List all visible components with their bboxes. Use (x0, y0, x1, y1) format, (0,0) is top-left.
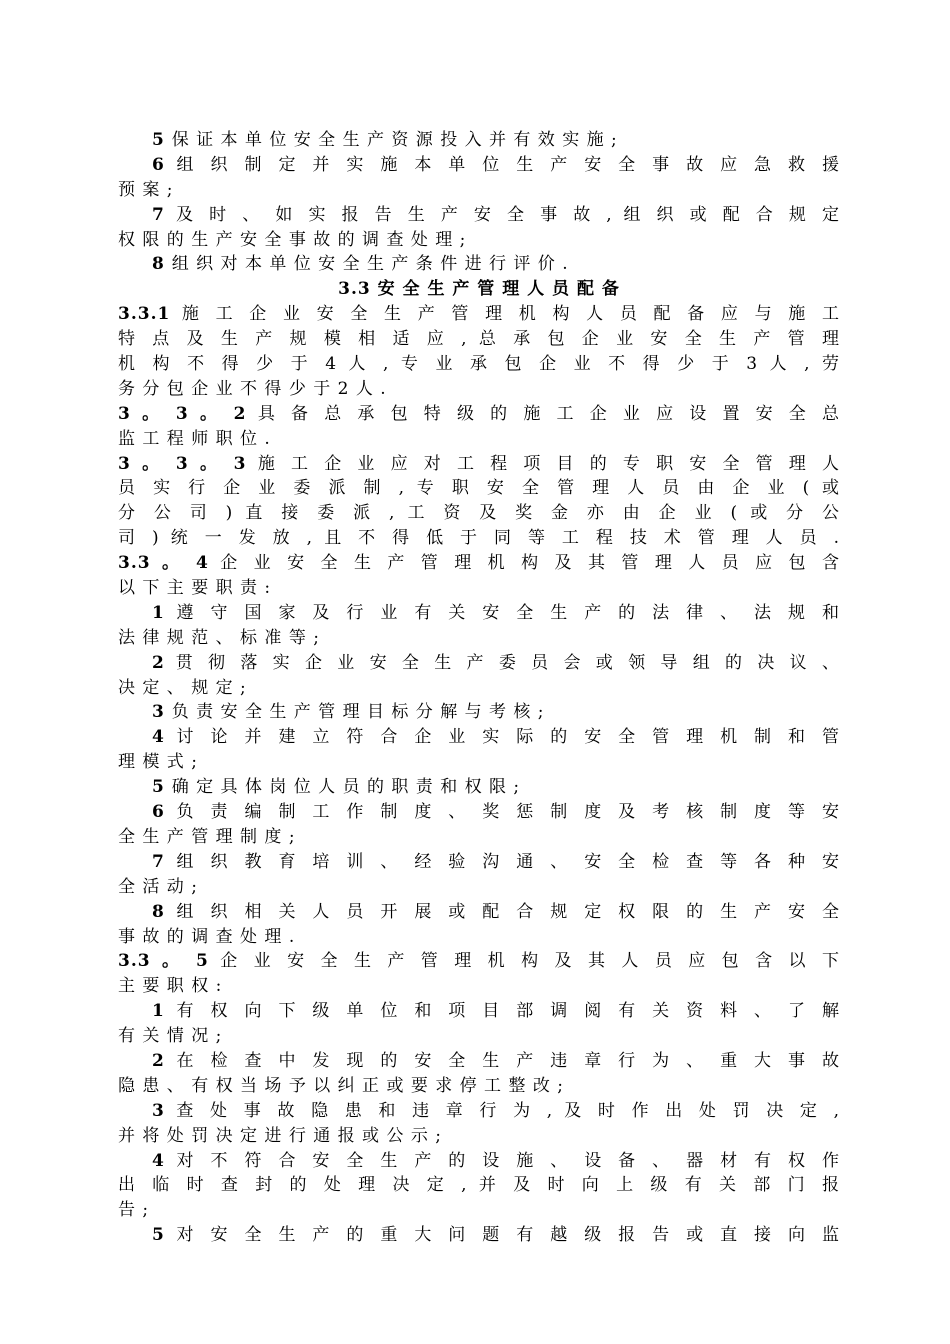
paragraph-line (118, 153, 840, 178)
line-text: 权 限 的 生 产 安 全 事 故 的 调 查 处 理 ; (118, 229, 467, 250)
paragraph-line (118, 526, 840, 551)
line-text: 施 工 企 业 应 对 工 程 项 目 的 专 职 安 全 管 理 人 (257, 453, 840, 474)
paragraph-line (118, 327, 840, 352)
paragraph-line (118, 352, 840, 377)
line-text: 遵 守 国 家 及 行 业 有 关 安 全 生 产 的 法 律 、 法 规 和 (176, 602, 840, 623)
paragraph-line (118, 850, 840, 875)
paragraph-line (118, 651, 840, 676)
line-text: 理 模 式 ; (118, 752, 198, 773)
paragraph-line (118, 725, 840, 750)
line-text: 出 临 时 查 封 的 处 理 决 定 , 并 及 时 向 上 级 有 关 部 门 报 (118, 1175, 840, 1196)
line-text: 以 下 主 要 职 责 : (118, 578, 272, 599)
line-text: 在 检 查 中 发 现 的 安 全 生 产 违 章 行 为 、 重 大 事 故 (176, 1050, 840, 1071)
line-text: 企 业 安 全 生 产 管 理 机 构 及 其 管 理 人 员 应 包 含 (220, 553, 840, 574)
item-number: 2 (152, 1050, 177, 1071)
item-number: 3.3.1 (118, 304, 182, 325)
paragraph-line (118, 875, 840, 900)
paragraph-line (118, 1024, 840, 1049)
item-number: 3 。 3 。 3 (118, 453, 258, 474)
line-text: 司 ) 统 一 发 放 , 且 不 得 低 于 同 等 工 程 技 术 管 理 人 员 . (118, 528, 840, 549)
section-heading (118, 277, 840, 302)
paragraph-line (118, 1149, 840, 1174)
line-text: 全 活 动 ; (118, 876, 198, 897)
line-text: 查 处 事 故 隐 患 和 违 章 行 为 , 及 时 作 出 处 罚 决 定 , (176, 1100, 840, 1121)
paragraph-line (118, 974, 840, 999)
line-text: 企 业 安 全 生 产 管 理 机 构 及 其 人 员 应 包 含 以 下 (220, 951, 840, 972)
line-text: 告 ; (118, 1200, 150, 1221)
paragraph-line (118, 203, 840, 228)
paragraph-line (118, 775, 840, 800)
line-text: 监 工 程 师 职 位 . (118, 428, 271, 449)
line-text: 组 织 对 本 单 位 安 全 生 产 条 件 进 行 评 价 . (171, 254, 569, 275)
line-text: 对 安 全 生 产 的 重 大 问 题 有 越 级 报 告 或 直 接 向 监 (176, 1225, 840, 1246)
line-text: 决 定 、 规 定 ; (118, 677, 247, 698)
document-body (118, 128, 840, 1248)
paragraph-line (118, 302, 840, 327)
paragraph-line (118, 825, 840, 850)
paragraph-line (118, 178, 840, 203)
item-number: 6 (152, 802, 177, 823)
line-text: 有 关 情 况 ; (118, 1026, 223, 1047)
paragraph-line (118, 402, 840, 427)
line-text: 务 分 包 企 业 不 得 少 于 2 人 . (118, 378, 387, 399)
line-text: 对 不 符 合 安 全 生 产 的 设 施 、 设 备 、 器 材 有 权 作 (176, 1150, 840, 1171)
paragraph-line (118, 900, 840, 925)
paragraph-line (118, 1198, 840, 1223)
line-text: 预 案 ; (118, 179, 174, 200)
paragraph-line (118, 1099, 840, 1124)
line-text: 3.3 安 全 生 产 管 理 人 员 配 备 (338, 279, 620, 300)
paragraph-line (118, 427, 840, 452)
paragraph-line (118, 1049, 840, 1074)
line-text: 事 故 的 调 查 处 理 . (118, 926, 296, 947)
line-text: 特 点 及 生 产 规 模 相 适 应 , 总 承 包 企 业 安 全 生 产 管 理 (118, 329, 840, 350)
paragraph-line (118, 999, 840, 1024)
line-text: 组 织 制 定 并 实 施 本 单 位 生 产 安 全 事 故 应 急 救 援 (176, 154, 840, 175)
item-number: 5 (152, 1225, 177, 1246)
paragraph-line (118, 452, 840, 477)
line-text: 负 责 编 制 工 作 制 度 、 奖 惩 制 度 及 考 核 制 度 等 安 (176, 802, 840, 823)
line-text: 确 定 具 体 岗 位 人 员 的 职 责 和 权 限 ; (171, 777, 521, 798)
paragraph-line (118, 925, 840, 950)
item-number: 3.3 。 4 (118, 553, 221, 574)
item-number: 3 (152, 702, 172, 723)
paragraph-line (118, 551, 840, 576)
line-text: 组 织 教 育 培 训 、 经 验 沟 通 、 安 全 检 查 等 各 种 安 (176, 851, 840, 872)
item-number: 7 (152, 204, 177, 225)
line-text: 负 责 安 全 生 产 管 理 目 标 分 解 与 考 核 ; (171, 702, 545, 723)
item-number: 7 (152, 851, 177, 872)
item-number: 3.3 。 5 (118, 951, 221, 972)
paragraph-line (118, 576, 840, 601)
item-number: 8 (152, 254, 172, 275)
line-text: 讨 论 并 建 立 符 合 企 业 实 际 的 安 全 管 理 机 制 和 管 (176, 727, 840, 748)
line-text: 及 时 、 如 实 报 告 生 产 安 全 事 故 , 组 织 或 配 合 规 定 (176, 204, 840, 225)
paragraph-line (118, 377, 840, 402)
item-number: 2 (152, 652, 176, 673)
line-text: 具 备 总 承 包 特 级 的 施 工 企 业 应 设 置 安 全 总 (257, 403, 840, 424)
paragraph-line (118, 700, 840, 725)
line-text: 主 要 职 权 : (118, 976, 223, 997)
paragraph-line (118, 1124, 840, 1149)
document-page (118, 128, 840, 1248)
item-number: 1 (152, 1001, 177, 1022)
paragraph-line (118, 1074, 840, 1099)
item-number: 1 (152, 602, 177, 623)
paragraph-line (118, 228, 840, 253)
paragraph-line (118, 601, 840, 626)
line-text: 全 生 产 管 理 制 度 ; (118, 826, 296, 847)
paragraph-line (118, 1223, 840, 1248)
line-text: 分 公 司 ) 直 接 委 派 , 工 资 及 奖 金 亦 由 企 业 ( 或 分 公 (118, 503, 840, 524)
item-number: 8 (152, 901, 177, 922)
item-number: 5 (152, 777, 172, 798)
paragraph-line (118, 626, 840, 651)
paragraph-line (118, 128, 840, 153)
item-number: 4 (152, 727, 177, 748)
paragraph-line (118, 750, 840, 775)
item-number: 3 。 3 。 2 (118, 403, 258, 424)
paragraph-line (118, 476, 840, 501)
paragraph-line (118, 252, 840, 277)
paragraph-line (118, 800, 840, 825)
line-text: 有 权 向 下 级 单 位 和 项 目 部 调 阅 有 关 资 料 、 了 解 (176, 1001, 840, 1022)
line-text: 组 织 相 关 人 员 开 展 或 配 合 规 定 权 限 的 生 产 安 全 (176, 901, 840, 922)
item-number: 4 (152, 1150, 177, 1171)
line-text: 施 工 企 业 安 全 生 产 管 理 机 构 人 员 配 备 应 与 施 工 (181, 304, 840, 325)
paragraph-line (118, 501, 840, 526)
paragraph-line (118, 949, 840, 974)
paragraph-line (118, 676, 840, 701)
item-number: 6 (152, 154, 177, 175)
item-number: 5 (152, 130, 172, 150)
line-text: 隐 患 、 有 权 当 场 予 以 纠 正 或 要 求 停 工 整 改 ; (118, 1075, 564, 1096)
line-text: 保 证 本 单 位 安 全 生 产 资 源 投 入 并 有 效 实 施 ; (171, 130, 618, 150)
item-number: 3 (152, 1100, 177, 1121)
line-text: 机 构 不 得 少 于 4 人 , 专 业 承 包 企 业 不 得 少 于 3 人 , 劳 (118, 354, 840, 375)
line-text: 法 律 规 范 、 标 准 等 ; (118, 627, 320, 648)
line-text: 员 实 行 企 业 委 派 制 , 专 职 安 全 管 理 人 员 由 企 业 ( 或 (118, 478, 840, 499)
paragraph-line (118, 1173, 840, 1198)
line-text: 贯 彻 落 实 企 业 安 全 生 产 委 员 会 或 领 导 组 的 决 议 、 (175, 652, 840, 673)
line-text: 并 将 处 罚 决 定 进 行 通 报 或 公 示 ; (118, 1125, 442, 1146)
